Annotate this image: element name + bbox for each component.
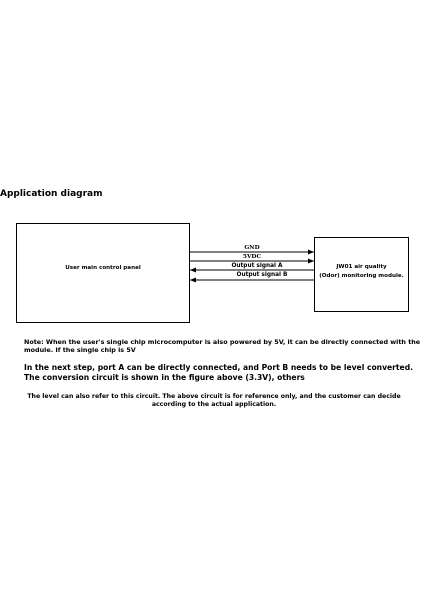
- vdc-label: 5VDC: [242, 254, 262, 260]
- arrow-right-icon: [308, 259, 314, 264]
- output-a-label: Output signal A: [231, 263, 283, 269]
- note-paragraph-3: The level can also refer to this circuit. The above circuit is for reference only, and the customer can decide according to the actual application.: [27, 393, 401, 409]
- arrow-left-icon: [190, 278, 196, 283]
- note-paragraph-1: Note: When the user's single chip microcomputer is also powered by 5V, it can be directly connected with the module. If the single chip is 5V: [24, 338, 421, 355]
- output-b-label: Output signal B: [236, 272, 288, 278]
- arrow-left-icon: [190, 268, 196, 273]
- gnd-label: GND: [244, 245, 260, 251]
- note-paragraph-2: In the next step, port A can be directly connected, and Port B needs to be level converted. The conversion circuit is shown in the figure above (3.3V), others: [24, 363, 414, 382]
- arrow-right-icon: [308, 250, 314, 255]
- diagram-heading: Application diagram: [0, 189, 103, 199]
- jw01-module-label-line2: (Odor) monitoring module.: [319, 272, 404, 279]
- jw01-module-label-line1: JW01 air quality: [336, 264, 387, 270]
- user-main-control-panel-label: User main control panel: [65, 265, 141, 271]
- output-b-wire: [190, 278, 314, 283]
